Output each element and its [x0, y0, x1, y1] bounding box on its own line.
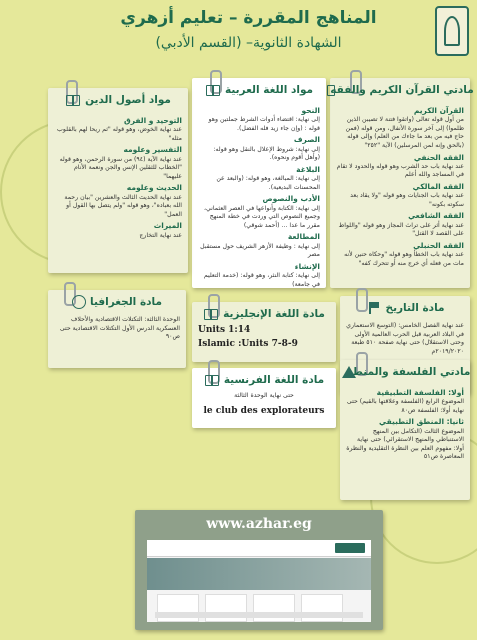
section-text: عند نهاية أثر على تراث المجاز وهو قوله "واللواط على القصد لا القتل" — [338, 221, 464, 238]
section-text: عند نهاية باب الخطأ وهو قوله "وحكاه حنين لأنه مات من فعله أي خرج منه أو تتحرك كفه" — [344, 251, 464, 267]
section-text: عند نهاية الفصل الخامس: (التوسع الاستعماري في البلاد العربية قبل الحرب العالمية الأولى وحتى الاستقلال) حتى نهاية صفحة ٥١٠ طبعة ٢٠١٩/٢٠٢٠م — [346, 322, 464, 355]
flag-icon — [366, 301, 382, 315]
card-body — [54, 114, 182, 269]
section-text: الموضوع الرابع (الفلسفة وعلاقتها بالقيم) حتى نهاية أولا: الفلسفة ص٨٠ — [346, 398, 464, 414]
french-card — [192, 368, 336, 428]
website-preview[interactable] — [135, 510, 383, 630]
section-heading: الصرف — [293, 135, 320, 145]
section-heading: النحو — [301, 106, 320, 115]
section-heading: المطالعة — [287, 232, 320, 242]
section-heading: الحديث وعلومه — [126, 183, 182, 193]
section-heading: الفقه المالكي — [412, 181, 464, 191]
book-icon — [205, 83, 221, 97]
azhar-logo-icon — [435, 6, 469, 56]
card-body — [346, 386, 464, 496]
section-text: عند نهاية باب حد الشرب وهو قوله والحدود لا تقام في المساجد والله أعلم — [336, 162, 464, 179]
section-heading: الإنشاء — [294, 261, 320, 271]
section-text: الوحدة الثالثة: التكتلات الاقتصادية والأحلاف العسكرية الدرس الأول التكتلات الاقتصادية حتى ص٩٠ — [59, 316, 180, 341]
website-logo-icon — [335, 543, 365, 553]
section-heading: الفقه الشافعي — [408, 211, 464, 221]
french-unit-line: le club des explorateurs — [203, 405, 325, 416]
english-units-line: Islamic :Units 7-8-9 — [198, 338, 298, 349]
section-heading: التفسير وعلومه — [123, 145, 182, 155]
website-screenshot — [147, 540, 371, 622]
section-text: من أول قوله تعالى (واتقوا فتنة لا تصيبن الذين ظلموا) إلى آخر سورة الأنفال، ومن قوله (فمن حاج فيه من بعد ما جاءك من العلم) وإلى قوله (بالحق وإنه لمن المرسلين) الآية "٢٥٢" — [345, 116, 464, 149]
section-text: عند نهاية باب الجنايات وهو قوله "ولا يقاد بعد سكوته بكونه" — [350, 192, 464, 208]
website-footer — [155, 612, 363, 618]
section-heading: الفقه الحنبلي — [413, 240, 464, 250]
section-heading: البلاغة — [296, 164, 320, 174]
section-text: إلى نهاية: شروط الإعلال بالنقل وهو قوله: (وأهل أقوم ونحوه). — [213, 145, 320, 162]
card-title: مادة اللغة الإنجليزية — [223, 308, 325, 320]
section-heading: التوحيد و الفرق — [124, 116, 182, 125]
website-banner — [147, 558, 371, 590]
card-body — [198, 392, 330, 424]
section-text: إلى نهاية: كتابة النثر، وهو قوله: (خدمة التعليم في جامعة) — [203, 272, 320, 288]
religion-card — [48, 88, 188, 273]
globe-icon — [72, 295, 86, 309]
english-card — [192, 302, 336, 362]
section-text: عند نهاية التخارج — [139, 231, 182, 239]
book-icon — [204, 373, 220, 387]
card-title: مواد أصول الدين — [85, 94, 171, 106]
book-icon — [65, 93, 81, 107]
section-text: إلى نهاية: المبالغة، وهو قوله: (والبعد عن المحسنات البديعية). — [216, 175, 320, 191]
card-title: مادتي الفلسفة والمنطق — [343, 366, 471, 378]
section-heading: الميراث — [153, 221, 182, 231]
page-title: المناهج المقررة – تعليم أزهري — [120, 8, 377, 28]
card-body — [198, 104, 320, 288]
card-title: مادة التاريخ — [385, 302, 445, 314]
section-heading: الفقه الحنفي — [413, 152, 464, 162]
section-text: عند نهاية الآية (٩٤) من سورة الرحمن، وهو قوله "الخطاب للثقلين الإنس والجن ونعمة الأنام عليهما" — [59, 155, 182, 180]
section-text: الموضوع الثالث (التكامل بين المنهج الاستنباطي والمنهج الاستقرائي) حتى نهاية أولا: مفهوم العلم بين النظرة التقليدية والنظرة المعاصرة ص٥١ — [346, 427, 464, 461]
section-text: إلى نهاية : وظيفة الأزهر الشريف حول مستقبل مصر — [200, 242, 320, 259]
page-subtitle: الشهادة الثانوية– (القسم الأدبي) — [155, 35, 342, 51]
book-icon — [203, 307, 219, 321]
page-header — [40, 0, 477, 70]
section-heading: أولا: الفلسفة التطبيقية — [376, 388, 464, 397]
section-text: إلى نهاية: الكتابة وأنواعها في العصر العثماني، وجميع النصوص التي وردت في خطة المنهج مقرر ما عدا ... (أحمد شوقي) — [203, 204, 320, 229]
english-units-line: Units 1:14 — [198, 325, 251, 335]
philosophy-card — [340, 360, 470, 500]
section-text: عند نهاية الخوض، وهو قوله "ثم ريحا لهم بالقلوب مثله" — [57, 126, 182, 142]
card-body — [54, 316, 180, 364]
website-url[interactable]: www.azhar.eg — [206, 516, 312, 532]
card-title: مادتي القرآن الكريم والفقه — [330, 84, 474, 96]
section-text: عند نهاية الحديث الثالث والعشرين "بيان رحمة الله بعباده"، وهو قوله "ولم يتصل بها القول أو العمل" — [64, 193, 182, 218]
card-body — [198, 324, 330, 358]
section-text: إلى نهاية: اقتضاء أدوات الشرط جملتين وهو قوله : (وإن جاء زيد فله الفضل). — [208, 116, 320, 132]
section-heading: الأدب والنصوص — [262, 194, 320, 204]
card-title: مادة الجغرافيا — [90, 296, 162, 308]
section-heading: ثانيا: المنطق التطبيقي — [379, 417, 464, 427]
arabic-card — [192, 78, 326, 288]
section-heading: القرآن الكريم — [413, 106, 464, 115]
card-title: مواد اللغة العربية — [224, 84, 314, 96]
card-body — [336, 104, 464, 284]
french-intro: حتى نهاية الوحدة الثالثة — [234, 392, 294, 399]
card-title: مادة اللغة الفرنسية — [223, 374, 325, 386]
geography-card — [48, 290, 186, 368]
quran-fiqh-card — [330, 78, 474, 288]
